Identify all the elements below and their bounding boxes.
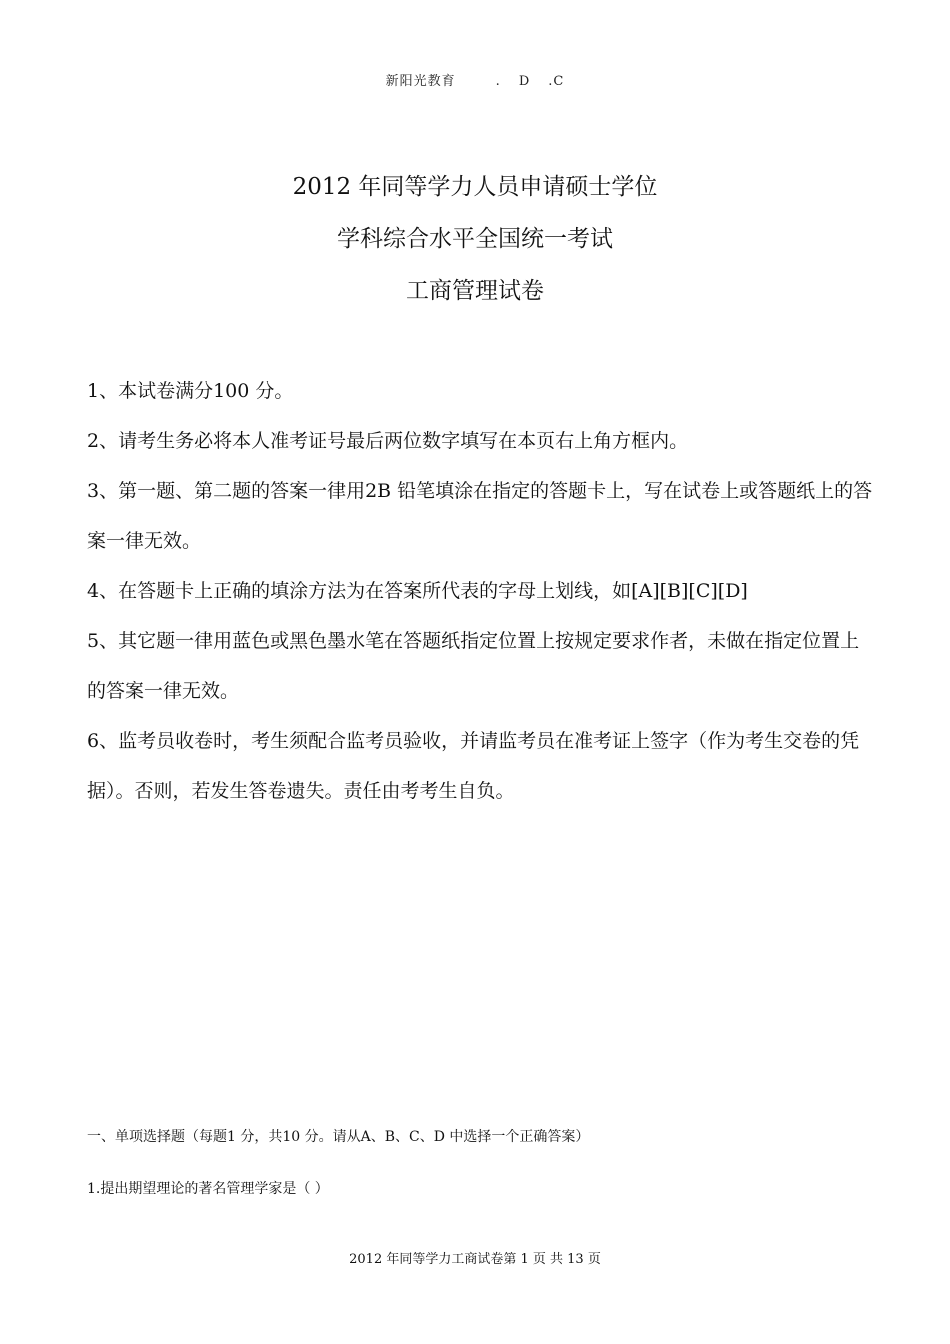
title-line-3: 工商管理试卷 <box>406 278 544 304</box>
title-line-2: 学科综合水平全国统一考试 <box>337 226 613 252</box>
header-mark-d: D <box>518 74 531 89</box>
instructions-list <box>87 366 877 816</box>
title-line-1: 2012 年同等学力人员申请硕士学位 <box>292 174 658 200</box>
instruction-item: 1、本试卷满分100 分。 <box>87 380 294 402</box>
page-footer: 2012 年同等学力工商试卷第 1 页 共 13 页 <box>349 1252 601 1267</box>
header-mark-dot: . <box>495 74 501 89</box>
instruction-item: 6、监考员收卷时，考生须配合监考员验收，并请监考员在准考证上签字（作为考生交卷的凭据）。否则，若发生答卷遗失。责任由考考生自负。 <box>87 730 860 802</box>
header-org: 新阳光教育 <box>385 74 456 89</box>
section-heading: 一、单项选择题（每题1 分，共10 分。请从A、B、C、D 中选择一个正确答案） <box>87 1129 590 1145</box>
instruction-item: 4、在答题卡上正确的填涂方法为在答案所代表的字母上划线，如[A][B][C][D] <box>87 580 748 602</box>
instruction-item: 3、第一题、第二题的答案一律用2B 铅笔填涂在指定的答题卡上，写在试卷上或答题纸上的答案一律无效。 <box>87 480 873 552</box>
instruction-item: 5、其它题一律用蓝色或黑色墨水笔在答题纸指定位置上按规定要求作者，未做在指定位置上的答案一律无效。 <box>87 630 860 702</box>
instruction-item: 2、请考生务必将本人准考证号最后两位数字填写在本页右上角方框内。 <box>87 430 689 452</box>
header-mark-c: .C <box>548 74 565 89</box>
page-header <box>0 70 950 89</box>
question-item: 1.提出期望理论的著名管理学家是（ ） <box>87 1181 329 1197</box>
